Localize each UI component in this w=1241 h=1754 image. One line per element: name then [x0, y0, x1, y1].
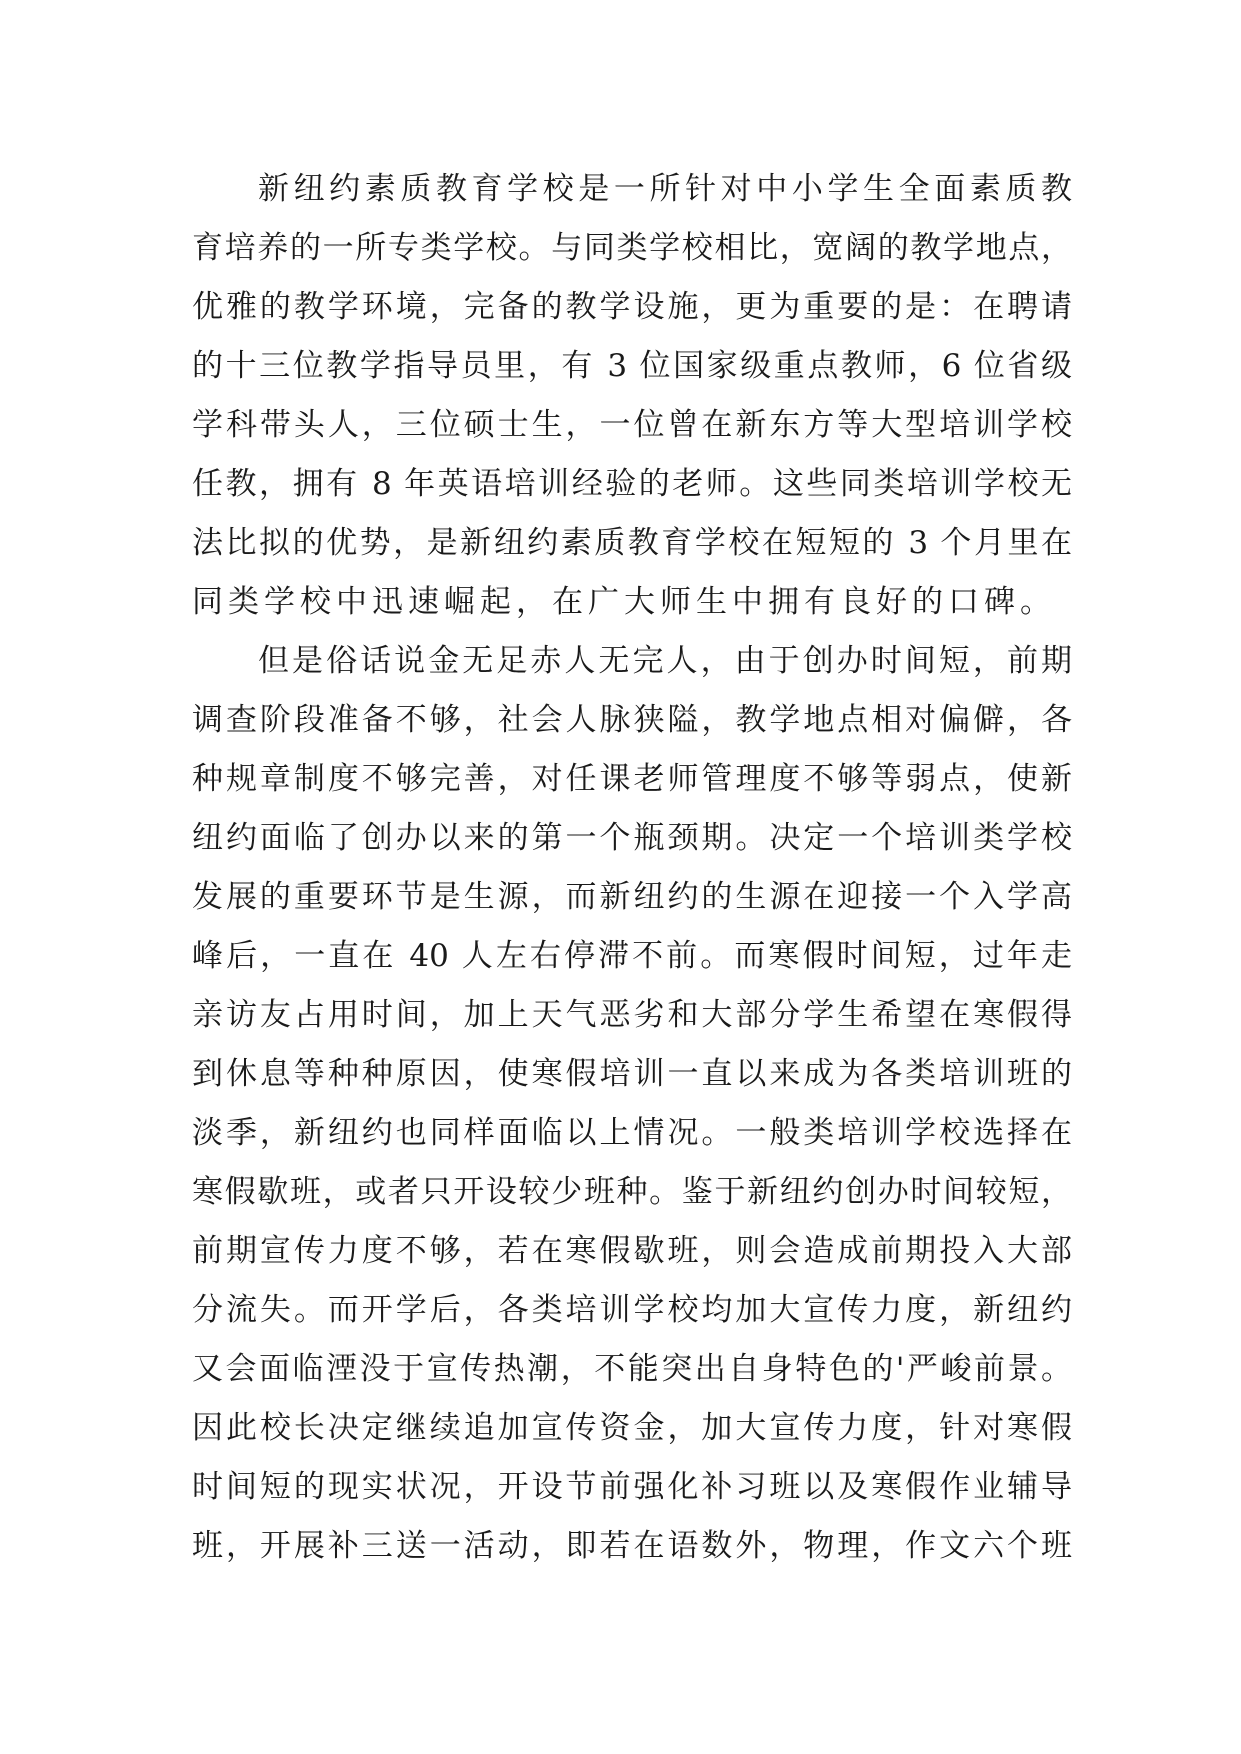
- text-line: 到休息等种种原因，使寒假培训一直以来成为各类培训班的: [192, 1056, 1072, 1092]
- text-line: 法比拟的优势，是新纽约素质教育学校在短短的 3 个月里在: [192, 525, 1072, 561]
- text-line: 学科带头人，三位硕士生，一位曾在新东方等大型培训学校: [192, 407, 1072, 443]
- text-line: 淡季，新纽约也同样面临以上情况。一般类培训学校选择在: [192, 1115, 1072, 1151]
- text-line: 因此校长决定继续追加宣传资金，加大宣传力度，针对寒假: [192, 1410, 1072, 1446]
- text-line: 分流失。而开学后，各类培训学校均加大宣传力度，新纽约: [192, 1292, 1072, 1328]
- text-line: 优雅的教学环境，完备的教学设施，更为重要的是：在聘请: [192, 289, 1072, 325]
- paragraph-1: [192, 160, 1072, 632]
- text-line: 纽约面临了创办以来的第一个瓶颈期。决定一个培训类学校: [192, 820, 1072, 856]
- text-line: 种规章制度不够完善，对任课老师管理度不够等弱点，使新: [192, 761, 1072, 797]
- paragraph-2: [192, 632, 1072, 1576]
- text-line: 的十三位教学指导员里，有 3 位国家级重点教师，6 位省级: [192, 348, 1072, 384]
- text-line: 同类学校中迅速崛起，在广大师生中拥有良好的口碑。: [192, 584, 1056, 620]
- text-line: 前期宣传力度不够，若在寒假歇班，则会造成前期投入大部: [192, 1233, 1072, 1269]
- text-line: 任教，拥有 8 年英语培训经验的老师。这些同类培训学校无: [192, 466, 1072, 502]
- text-line: 新纽约素质教育学校是一所针对中小学生全面素质教: [258, 171, 1072, 207]
- text-line: 调查阶段准备不够，社会人脉狭隘，教学地点相对偏僻，各: [192, 702, 1072, 738]
- text-line: 亲访友占用时间，加上天气恶劣和大部分学生希望在寒假得: [192, 997, 1072, 1033]
- text-line: 育培养的一所专类学校。与同类学校相比，宽阔的教学地点，: [192, 230, 1072, 266]
- text-line: 但是俗话说金无足赤人无完人，由于创办时间短，前期: [258, 643, 1072, 679]
- text-line: 发展的重要环节是生源，而新纽约的生源在迎接一个入学高: [192, 879, 1072, 915]
- text-line: 又会面临湮没于宣传热潮，不能突出自身特色的'严峻前景。: [192, 1351, 1072, 1387]
- body-text: [192, 160, 1072, 1576]
- text-line: 时间短的现实状况，开设节前强化补习班以及寒假作业辅导: [192, 1469, 1072, 1505]
- text-line: 峰后，一直在 40 人左右停滞不前。而寒假时间短，过年走: [192, 938, 1072, 974]
- text-line: 班，开展补三送一活动，即若在语数外，物理，作文六个班: [192, 1528, 1072, 1564]
- text-line: 寒假歇班，或者只开设较少班种。鉴于新纽约创办时间较短，: [192, 1174, 1072, 1210]
